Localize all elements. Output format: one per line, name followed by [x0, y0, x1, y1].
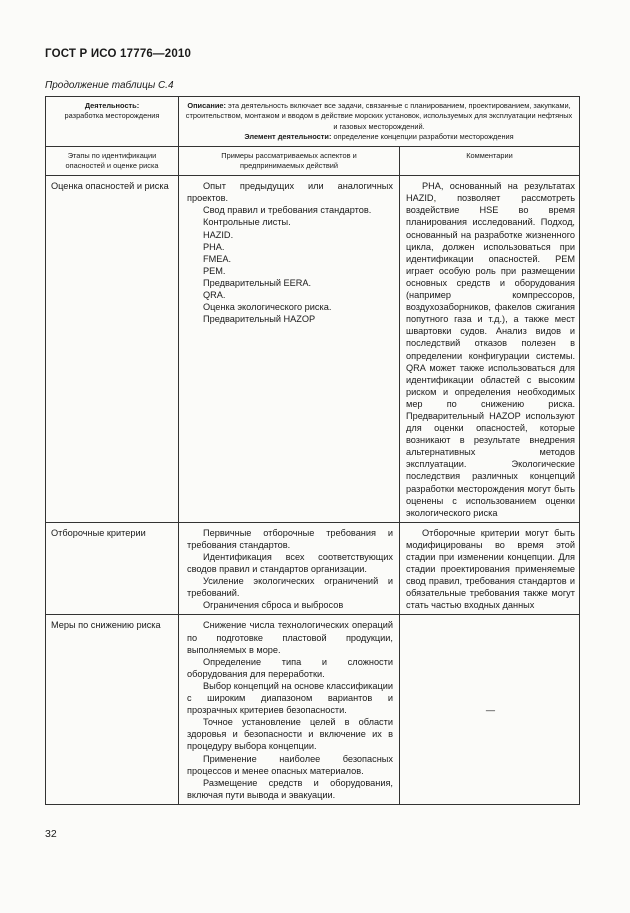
example-item: Предварительный EERA.: [203, 277, 312, 288]
example-item: Первичные отборочные требования и требования стандартов.: [187, 527, 393, 550]
example-item: Точное установление целей в области здоровья и безопасности и включение их в процедуру выбора концепции.: [187, 717, 393, 752]
comment-dash: —: [485, 705, 496, 716]
stage-cell: Оценка опасностей и риска: [46, 176, 179, 522]
example-item: PEM.: [203, 265, 226, 276]
example-item: Контрольные листы.: [203, 217, 291, 228]
comment-cell: [400, 176, 579, 522]
stage-cell: Отборочные критерии: [46, 523, 179, 615]
column-header-stages: Этапы по идентификации опасностей и оценке риска: [46, 147, 179, 175]
example-item: Размещение средств и оборудования, включая пути вывода и эвакуации.: [187, 777, 393, 800]
table: [45, 96, 580, 805]
example-item: Применение наиболее безопасных процессов и менее опасных материалов.: [187, 753, 393, 776]
example-item: Снижение числа технологических операций по подготовке пластовой продукции, выполняемых в море.: [187, 620, 393, 655]
example-item: Предварительный HAZOP: [203, 314, 316, 325]
description-text: эта деятельность включает все задачи, связанные с планированием, проектированием, закупками, строительством, монтажом и вводом в действие морских установок, используемых для эксплуатации нефтяных и газовых месторождений.: [185, 101, 573, 131]
example-item: QRA.: [203, 290, 226, 301]
example-item: Идентификация всех соответствующих сводов правил и стандартов организации.: [187, 552, 393, 575]
examples-cell: [179, 523, 400, 615]
examples-cell: [179, 615, 400, 803]
table-row: [46, 176, 579, 523]
element-text: определение концепции разработки месторождения: [333, 131, 514, 141]
example-item: HAZID.: [203, 229, 234, 240]
example-item: Выбор концепций на основе классификации с широким диапазоном вариантов и прозрачных критериев безопасности.: [187, 680, 393, 716]
example-item: Усиление экологических ограничений и требований.: [187, 576, 393, 599]
page-number: 32: [45, 828, 57, 840]
comment-cell: [400, 523, 579, 615]
example-item: Свод правил и требования стандартов.: [203, 205, 372, 216]
comment-text: Отборочные критерии могут быть модифицированы во время этой стадии при изменении концепции. Для стадии проектирования применяемые свод правил, требования стандартов и обязательные требования также могут стать частью входных данных: [406, 527, 575, 611]
description-cell: [179, 97, 579, 146]
activity-cell: [46, 97, 179, 146]
example-item: Ограничения сброса и выбросов: [203, 600, 344, 611]
example-item: PHA.: [203, 241, 225, 252]
description-label: Описание:: [187, 101, 226, 110]
table-header: [46, 97, 579, 147]
examples-cell: [179, 176, 400, 522]
table-caption: Продолжение таблицы С.4: [45, 80, 174, 91]
example-item: FMEA.: [203, 253, 232, 264]
element-label: Элемент деятельности:: [244, 131, 332, 141]
stage-cell: Меры по снижению риска: [46, 615, 179, 803]
column-headers: [46, 147, 579, 176]
document-title: ГОСТ Р ИСО 17776—2010: [45, 48, 192, 60]
example-item: Оценка экологического риска.: [203, 302, 332, 313]
comment-cell: [400, 615, 579, 803]
table-row: [46, 523, 579, 616]
comment-text: PHA, основанный на результатах HAZID, позволяет рассмотреть воздействие HSE во время планирования исследований. Подход, основанный на разработке жизненного цикла, должен использоваться при идентификации опасностей. PEM играет особую роль при размещении основных средств и оборудования (например компрессоров, воздухозаборников, факелов сжигания попутного газа и т.д.), а также мест швартовки судов. Анализ видов и последствий отказов полезен в определении конфигурации системы. QRA может также использоваться для идентификации областей с высоким риском и определения необходимых мер по снижению риска. Предварительный HAZOP используют для оценки опасностей, которые возникают в результате внедрения альтернативных методов эксплуатации. Экологические последствия различных концепций разработки месторождения могут быть оценены с использованием оценки экологического риска: [406, 181, 575, 518]
example-item: Определение типа и сложности оборудования для переработки.: [187, 656, 393, 679]
table-row: [46, 615, 579, 803]
activity-label: Деятельность:: [84, 101, 140, 110]
column-header-examples: Примеры рассматриваемых аспектов и предпринимаемых действий: [179, 147, 400, 175]
column-header-comments: Комментарии: [466, 151, 513, 161]
activity-value: разработка месторождения: [64, 111, 160, 120]
example-item: Опыт предыдущих или аналогичных проектов.: [187, 181, 393, 204]
